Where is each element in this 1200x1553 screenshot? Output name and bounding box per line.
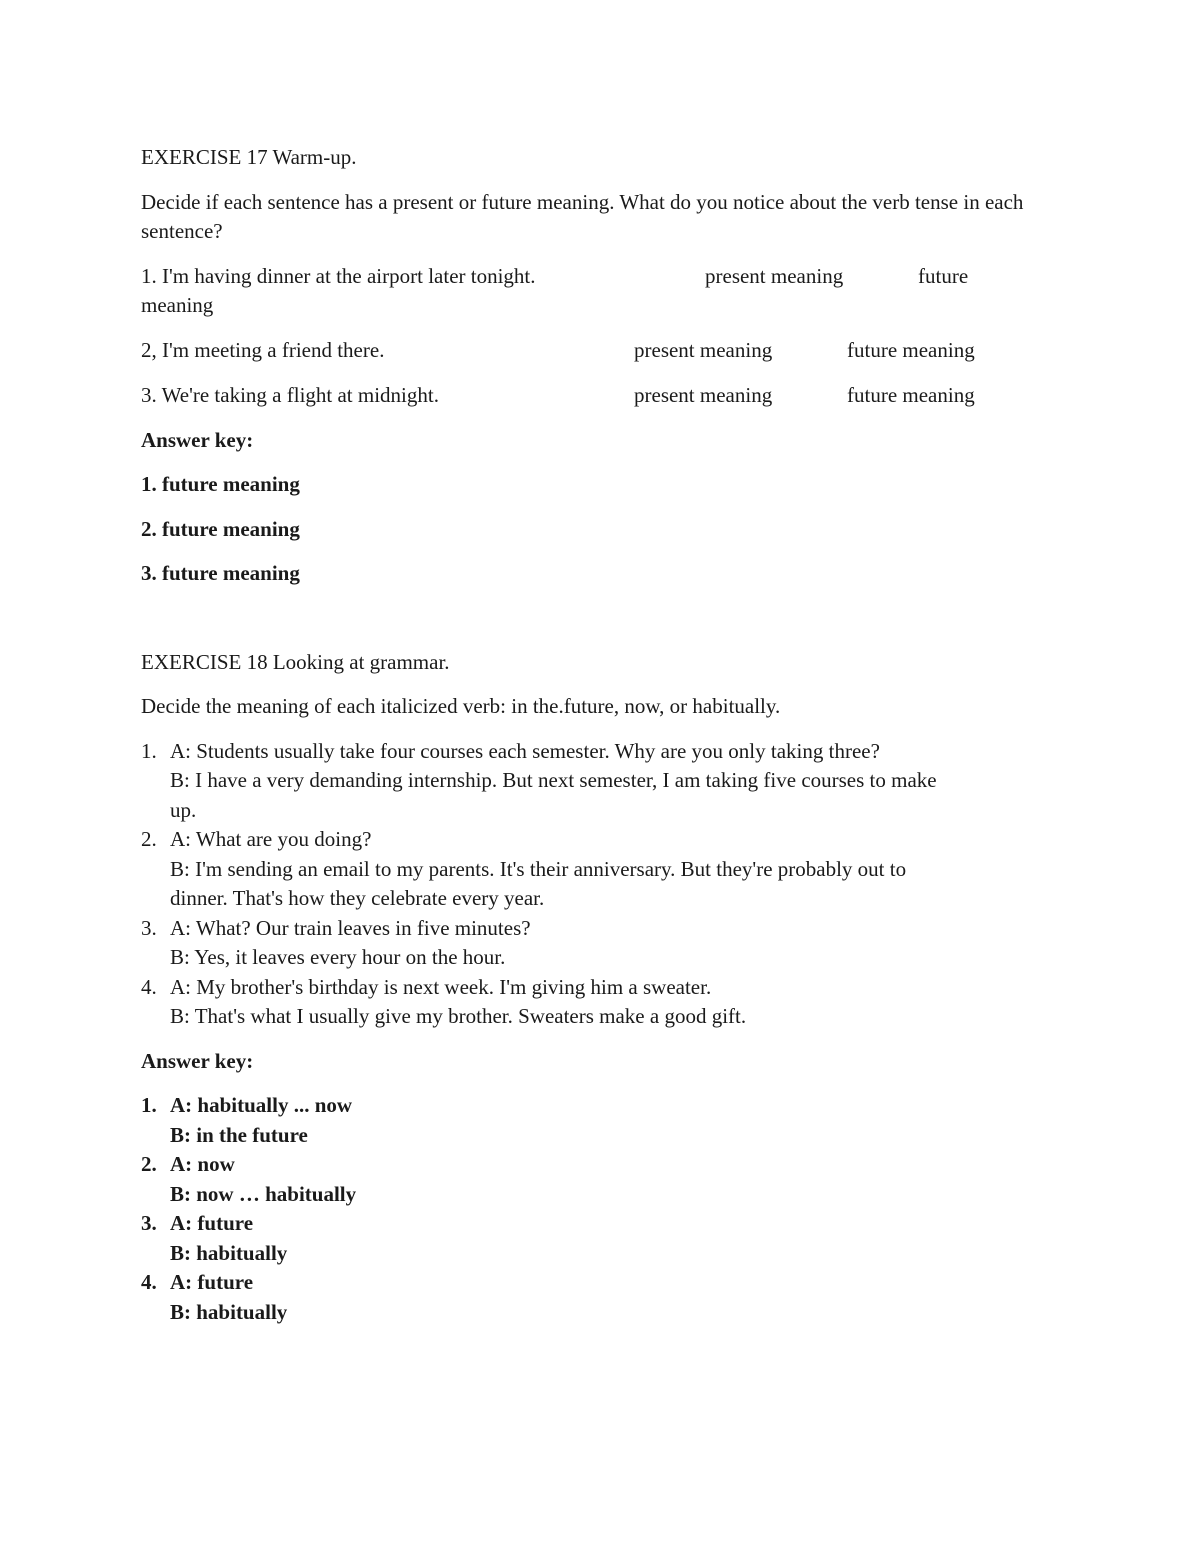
dialogue-line: dinner. That's how they celebrate every year.	[170, 886, 545, 910]
answer-b: B: habitually	[170, 1240, 288, 1265]
item-number: 4.	[141, 1270, 157, 1294]
dialogue-line: B: I have a very demanding internship. But next semester, I am taking five courses to make	[170, 768, 937, 792]
spacer	[141, 604, 1071, 648]
document-content	[141, 143, 1071, 1342]
answer-item	[141, 1268, 1071, 1327]
answer-item	[141, 1209, 1071, 1268]
exercise-17-item	[141, 336, 1071, 366]
list-item	[141, 825, 1071, 914]
option-future: future meaning	[847, 382, 975, 407]
exercise-17-item	[141, 381, 1071, 411]
dialogue-line: A: What are you doing?	[170, 827, 372, 851]
exercise-17-item	[141, 262, 1071, 321]
item-number: 3.	[141, 915, 157, 940]
item-number: 1.	[141, 738, 157, 763]
answer-a: A: now	[170, 1152, 235, 1176]
answer-a: A: future	[170, 1270, 254, 1294]
item-number: 4.	[141, 974, 157, 999]
answer-item: 1. future meaning	[141, 472, 300, 496]
exercise-18-list	[141, 737, 1071, 1032]
option-future: future meaning	[847, 337, 975, 362]
list-item	[141, 973, 1071, 1032]
exercise-18-answer-list	[141, 1091, 1071, 1327]
answer-a: A: habitually ... now	[170, 1093, 353, 1117]
dialogue-line: A: Students usually take four courses each semester. Why are you only taking three?	[170, 738, 880, 763]
exercise-18-heading: EXERCISE 18 Looking at grammar.	[141, 649, 450, 674]
option-present: present meaning	[705, 263, 844, 288]
list-item	[141, 914, 1071, 973]
answer-item: 3. future meaning	[141, 561, 300, 585]
answer-a: A: future	[170, 1211, 254, 1235]
item-number: 2.	[141, 1152, 157, 1176]
dialogue-line: B: I'm sending an email to my parents. It's their anniversary. But they're probably out to	[170, 856, 907, 881]
item-number: 2.	[141, 827, 157, 851]
dialogue-line: A: What? Our train leaves in five minutes?	[170, 915, 531, 940]
list-item	[141, 737, 1071, 826]
answer-item: 2. future meaning	[141, 516, 300, 541]
answer-b: B: habitually	[170, 1299, 288, 1324]
item-number: 1.	[141, 1093, 157, 1117]
exercise-17-instructions: Decide if each sentence has a present or future meaning. What do you notice about the verb tense in each sentence?	[141, 189, 1024, 243]
option-present: present meaning	[634, 337, 773, 362]
dialogue-line: B: Yes, it leaves every hour on the hour.	[170, 945, 506, 969]
sentence: 2, I'm meeting a friend there.	[141, 337, 385, 362]
answer-key-title: Answer key:	[141, 427, 254, 452]
sentence: 1. I'm having dinner at the airport later tonight.	[141, 263, 536, 288]
exercise-18-instructions: Decide the meaning of each italicized verb: in the.future, now, or habitually.	[141, 694, 781, 718]
option-future: future	[918, 263, 969, 288]
item-number: 3.	[141, 1211, 157, 1235]
dialogue-line: B: That's what I usually give my brother. Sweaters make a good gift.	[170, 1004, 747, 1028]
option-future-wrap: meaning	[141, 293, 214, 317]
dialogue-line: A: My brother's birthday is next week. I'm giving him a sweater.	[170, 974, 712, 999]
dialogue-line: up.	[170, 797, 197, 822]
exercise-17-heading: EXERCISE 17 Warm-up.	[141, 145, 357, 169]
answer-b: B: in the future	[170, 1122, 308, 1147]
option-present: present meaning	[634, 382, 773, 407]
answer-b: B: now … habitually	[170, 1181, 357, 1206]
answer-item	[141, 1150, 1071, 1209]
answer-key-title: Answer key:	[141, 1048, 254, 1073]
answer-item	[141, 1091, 1071, 1150]
sentence: 3. We're taking a flight at midnight.	[141, 382, 439, 407]
